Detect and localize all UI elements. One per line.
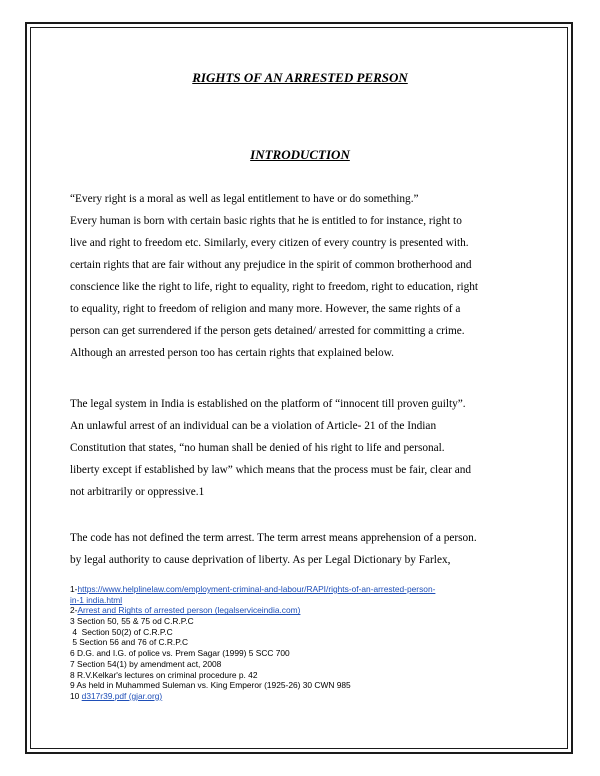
footnote-10 (70, 691, 540, 702)
footnote-10-link[interactable]: d317r39.pdf (gjar.org) (81, 690, 163, 701)
footnotes (70, 584, 540, 702)
footnote-5: 5 Section 56 and 76 of C.R.P.C (70, 637, 189, 648)
paragraph-line: Constitution that states, “no human shall be denied of his right to life and personal. (70, 442, 445, 454)
paragraph-line: to equality, right to freedom of religion and many more. However, the same rights of a (70, 303, 461, 315)
paragraph-line: certain rights that are fair without any prejudice in the spirit of common brotherhood and (70, 259, 472, 271)
paragraph-line: person can get surrendered if the person gets detained/ arrested for committing a crime. (70, 325, 465, 337)
paragraph-line: live and right to freedom etc. Similarly, every citizen of every country is presented with. (70, 237, 469, 249)
footnote-2-link[interactable]: Arrest and Rights of arrested person (legalserviceindia.com) (77, 605, 301, 616)
footnote-6: 6 D.G. and I.G. of police vs. Prem Sagar (1999) 5 SCC 700 (70, 648, 290, 659)
paragraph-3 (70, 527, 540, 571)
paragraph-line: Every human is born with certain basic rights that he is entitled to for instance, right to (70, 215, 462, 227)
footnote-1-link[interactable]: https://www.helplinelaw.com/employment-criminal-and-labour/RAPI/rights-of-an-arrested-person- (77, 584, 436, 594)
footnote-10-number: 10 (70, 690, 82, 701)
footnote-1-continued (70, 595, 540, 606)
paragraph-line: conscience like the right to life, right to equality, right to freedom, right to education, right (70, 281, 479, 293)
paragraph-line: An unlawful arrest of an individual can be a violation of Article- 21 of the Indian (70, 420, 437, 432)
footnote-1-link-continued[interactable]: in-1 india.html (70, 594, 123, 605)
footnote-4: 4 Section 50(2) of C.R.P.C (70, 626, 173, 637)
paragraph-line: “Every right is a moral as well as legal entitlement to have or do something.” (70, 193, 419, 205)
paragraph-2 (70, 393, 540, 503)
document-title: RIGHTS OF AN ARRESTED PERSON (192, 70, 408, 85)
footnote-2 (70, 605, 540, 616)
footnote-2-number: 2- (70, 605, 78, 616)
paragraph-line: liberty except if established by law” which means that the process must be fair, clear and (70, 464, 472, 476)
footnote-7: 7 Section 54(1) by amendment act, 2008 (70, 658, 222, 669)
paragraph-line: by legal authority to cause deprivation of liberty. As per Legal Dictionary by Farlex, (70, 554, 451, 566)
footnote-8: 8 R.V.Kelkar's lectures on criminal procedure p. 42 (70, 669, 258, 680)
footnote-3: 3 Section 50, 55 & 75 od C.R.P.C (70, 616, 194, 627)
paragraph-line: The code has not defined the term arrest. The term arrest means apprehension of a person. (70, 532, 477, 544)
paragraph-line: The legal system in India is established on the platform of “innocent till proven guilty”. (70, 398, 466, 410)
footnote-1-number: 1- (70, 584, 78, 594)
paragraph-1 (70, 188, 540, 364)
footnote-9: 9 As held in Muhammed Suleman vs. King Emperor (1925-26) 30 CWN 985 (70, 680, 351, 691)
footnote-1 (70, 584, 540, 595)
paragraph-line: not arbitrarily or oppressive.1 (70, 486, 205, 498)
section-heading-introduction: INTRODUCTION (250, 147, 350, 162)
paragraph-line: Although an arrested person too has certain rights that explained below. (70, 347, 394, 359)
